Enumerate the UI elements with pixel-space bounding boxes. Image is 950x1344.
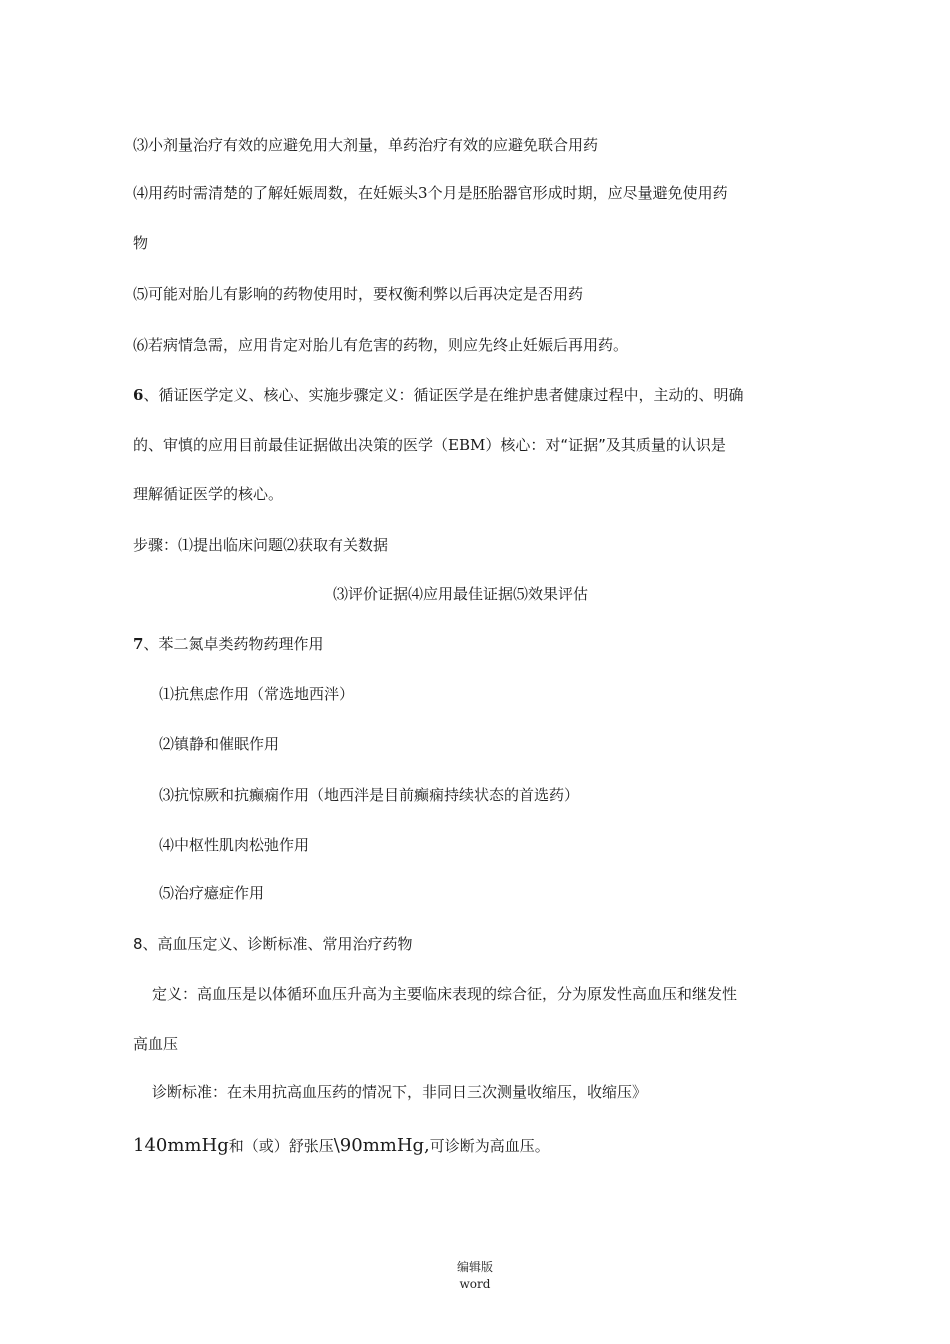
section-6-title: 、循证医学定义、核心、实施步骤定义：循证医学是在维护患者健康过程中，主动的、明确 (143, 386, 744, 404)
section-7-title-text: 、苯二氮卓类药物药理作用 (143, 635, 324, 653)
section-7-item-3: ⑶抗惊厥和抗癫痫作用（地西泮是目前癫痫持续状态的首选药） (159, 786, 580, 804)
paragraph-item-4-line2: 物 (133, 234, 149, 252)
section-7-item-5: ⑸治疗癔症作用 (159, 884, 265, 902)
paragraph-item-4-number: 3 (418, 184, 428, 202)
section-6-steps-line2: ⑶评价证据⑷应用最佳证据⑸效果评估 (333, 585, 589, 603)
diagnosis-conclusion: 可诊断为高血压。 (429, 1137, 550, 1155)
section-8-definition-line1: 定义：高血压是以体循环血压升高为主要临床表现的综合征，分为原发性高血压和继发性 (152, 985, 738, 1003)
section-8-diagnosis-line2 (133, 1134, 550, 1158)
section-6-line2 (133, 435, 726, 455)
section-6-text-a: 的、审慎的应用目前最佳证据做出决策的医学（ (133, 436, 449, 454)
section-8-title: 8、高血压定义、诊断标准、常用治疗药物 (133, 935, 413, 953)
section-6-line1 (133, 385, 743, 405)
paragraph-item-6: ⑹若病情急需，应用肯定对胎儿有危害的药物，则应先终止妊娠后再用药。 (133, 336, 629, 354)
paragraph-item-4-line1 (133, 183, 728, 203)
section-6-ebm: EBM (448, 436, 486, 454)
section-6-text-b: ）核心：对“证据”及其质量的认识是 (485, 436, 726, 454)
paragraph-item-3: ⑶小剂量治疗有效的应避免用大剂量，单药治疗有效的应避免联合用药 (133, 136, 599, 154)
section-7-item-4: ⑷中枢性肌肉松弛作用 (159, 836, 310, 854)
section-8-diagnosis-line1: 诊断标准：在未用抗高血压药的情况下，非同日三次测量收缩压，收缩压》 (152, 1083, 648, 1101)
section-7-title (133, 634, 323, 654)
section-6-steps-line1: 步骤：⑴提出临床问题⑵获取有关数据 (133, 536, 389, 554)
diagnosis-connector: 和（或）舒张压 (228, 1137, 334, 1155)
footer-word: word (459, 1277, 491, 1291)
paragraph-item-5: ⑸可能对胎儿有影响的药物使用时，要权衡利弊以后再决定是否用药 (133, 285, 584, 303)
section-6-line3: 理解循证医学的核心。 (133, 485, 284, 503)
section-7-item-1: ⑴抗焦虑作用（常选地西泮） (159, 685, 355, 703)
systolic-value: 140mmHg (133, 1135, 229, 1156)
section-8-definition-line2: 高血压 (133, 1035, 179, 1053)
paragraph-item-4-text-b: 个月是胚胎器官形成时期，应尽量避免使用药 (427, 184, 728, 202)
diastolic-value: \90mmHg, (333, 1135, 430, 1156)
paragraph-item-4-text-a: ⑷用药时需清楚的了解妊娠周数，在妊娠头 (133, 184, 419, 202)
section-6-number: 6 (133, 386, 144, 404)
footer-label: 编辑版 (456, 1260, 493, 1274)
section-7-item-2: ⑵镇静和催眠作用 (159, 735, 280, 753)
section-7-number: 7 (133, 635, 144, 653)
